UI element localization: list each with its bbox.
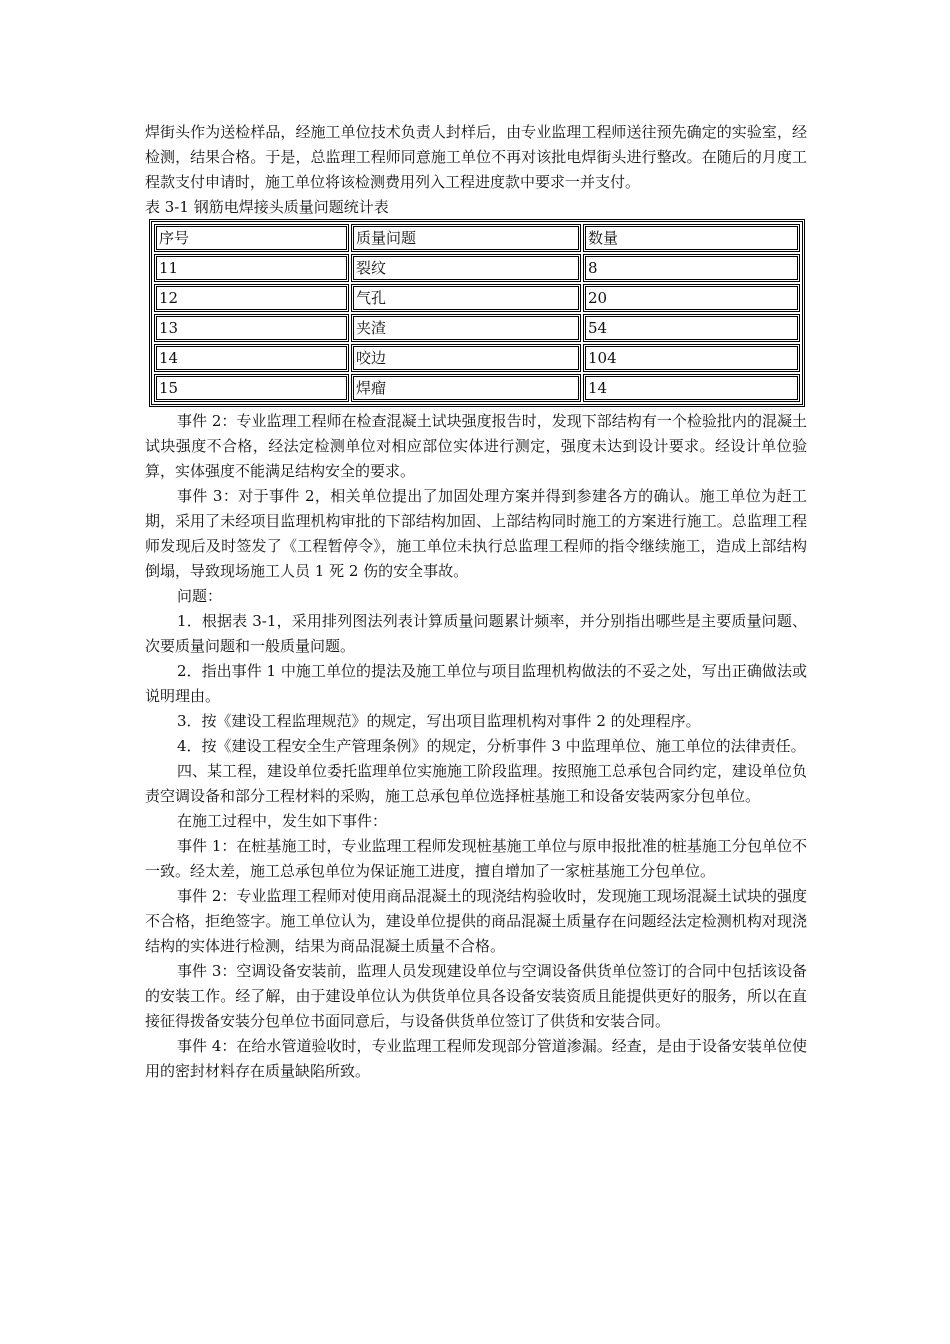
table-cell: 气孔 [351,284,581,312]
table-caption: 表 3-1 钢筋电焊接头质量问题统计表 [145,198,389,216]
table-cell: 夹渣 [351,314,581,342]
table-row [154,374,800,402]
table-header-row [154,224,800,252]
paragraph-sec4-event-1: 事件 1：在桩基施工时，专业监理工程师发现桩基施工单位与原申报批准的桩基施工分包单位不一致。经太差，施工总承包单位为保证施工进度，擅自增加了一家桩基施工分包单位。 [145,837,807,880]
paragraph-question-1: 1．根据表 3-1，采用排列图法列表计算质量问题累计频率，并分别指出哪些是主要质量问题、次要质量问题和一般质量问题。 [145,612,807,655]
table-cell: 54 [583,314,800,342]
header-cell-count: 数量 [583,224,800,252]
table-row [154,254,800,282]
table-cell: 14 [154,344,349,372]
table-cell: 15 [154,374,349,402]
table-cell: 8 [583,254,800,282]
table-row [154,314,800,342]
table-cell: 14 [583,374,800,402]
table-cell: 焊瘤 [351,374,581,402]
paragraph-events-intro: 在施工过程中，发生如下事件： [177,812,388,830]
table-cell: 咬边 [351,344,581,372]
paragraph-event-2: 事件 2：专业监理工程师在检查混凝土试块强度报告时，发现下部结构有一个检验批内的混凝土试块强度不合格，经法定检测单位对相应部位实体进行测定，强度未达到设计要求。经设计单位验算，实体强度不能满足结构安全的要求。 [145,412,807,480]
paragraph-question-4: 4．按《建设工程安全生产管理条例》的规定，分析事件 3 中监理单位、施工单位的法律责任。 [177,737,806,755]
table-cell: 12 [154,284,349,312]
table-cell: 20 [583,284,800,312]
paragraph-sec4-event-2: 事件 2：专业监理工程师对使用商品混凝土的现浇结构验收时，发现施工现场混凝土试块的强度不合格，拒绝签字。施工单位认为，建设单位提供的商品混凝土质量存在问题经法定检测机构对现浇结构的实体进行检测，结果为商品混凝土质量不合格。 [145,887,807,955]
header-cell-issue: 质量问题 [351,224,581,252]
paragraph-sec4-event-4: 事件 4：在给水管道验收时，专业监理工程师发现部分管道渗漏。经查，是由于设备安装单位使用的密封材料存在质量缺陷所致。 [145,1037,807,1080]
table-cell: 11 [154,254,349,282]
table-cell: 104 [583,344,800,372]
paragraph-event-3: 事件 3：对于事件 2，相关单位提出了加固处理方案并得到参建各方的确认。施工单位为赶工期，采用了未经项目监理机构审批的下部结构加固、上部结构同时施工的方案进行施工。总监理工程师发现后及时签发了《工程暂停令》，施工单位未执行总监理工程师的指令继续施工，造成上部结构倒塌，导致现场施工人员 1 死 2 伤的安全事故。 [145,487,807,580]
table-cell: 13 [154,314,349,342]
header-cell-index: 序号 [154,224,349,252]
quality-issues-table [149,219,805,407]
paragraph-section-4-intro: 四、某工程，建设单位委托监理单位实施施工阶段监理。按照施工总承包合同约定，建设单位负责空调设备和部分工程材料的采购，施工总承包单位选择桩基施工和设备安装两家分包单位。 [145,762,808,805]
paragraph-sec4-event-3: 事件 3：空调设备安装前，监理人员发现建设单位与空调设备供货单位签订的合同中包括该设备的安装工作。经了解，由于建设单位认为供货单位具各设备安装资质且能提供更好的服务，所以在直接征得拨备安装分包单位书面同意后，与设备供货单位签订了供货和安装合同。 [145,962,807,1030]
paragraph-continuation: 焊街头作为送检样品，经施工单位技术负责人封样后，由专业监理工程师送往预先确定的实验室，经检测，结果合格。于是，总监理工程师同意施工单位不再对该批电焊街头进行整改。在随后的月度工程款支付申请时，施工单位将该检测费用列入工程进度款中要求一并支付。 [145,123,807,191]
table-row [154,284,800,312]
paragraph-question-2: 2．指出事件 1 中施工单位的提法及施工单位与项目监理机构做法的不妥之处，写出正确做法或说明理由。 [145,662,807,705]
table-cell: 裂纹 [351,254,581,282]
table-row [154,344,800,372]
document-page [145,120,807,1084]
paragraph-questions-heading: 问题： [177,587,223,605]
paragraph-question-3: 3．按《建设工程监理规范》的规定，写出项目监理机构对事件 2 的处理程序。 [177,712,701,730]
